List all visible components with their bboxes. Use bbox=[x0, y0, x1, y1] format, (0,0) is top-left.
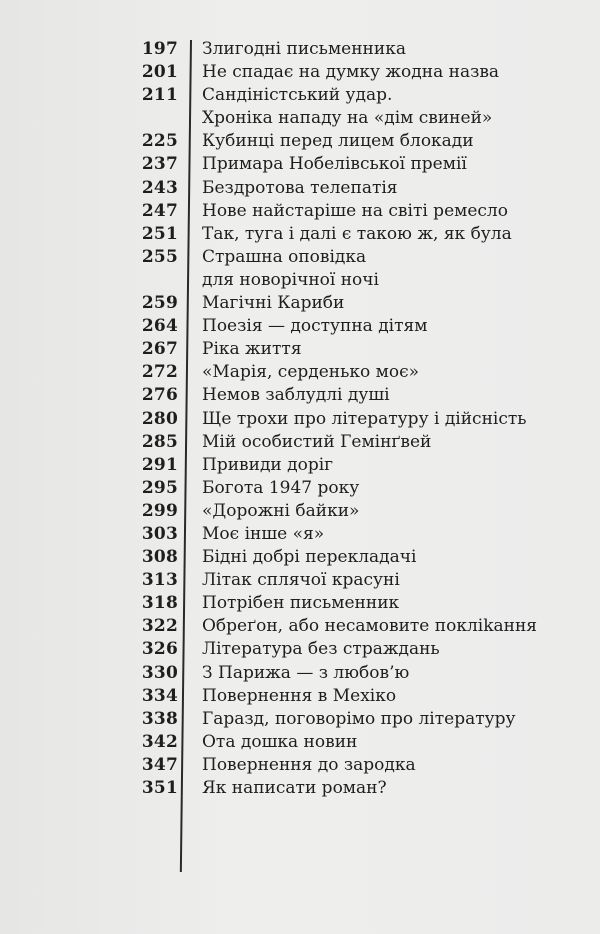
page-number: 291 bbox=[141, 454, 178, 475]
chapter-title: Повернення до зародка bbox=[202, 754, 416, 775]
page-number: 201 bbox=[141, 62, 178, 83]
toc-entry bbox=[110, 708, 550, 731]
page-number: 259 bbox=[141, 293, 178, 314]
page-number: 255 bbox=[141, 246, 178, 267]
toc-entry bbox=[110, 223, 550, 246]
toc-entry bbox=[110, 130, 550, 153]
page-number: 285 bbox=[141, 431, 178, 452]
toc-entry bbox=[110, 731, 550, 754]
toc-entry-continuation bbox=[110, 107, 550, 130]
page-number: 308 bbox=[141, 547, 178, 568]
toc-entry bbox=[110, 408, 550, 431]
chapter-title: Сандіністський удар. bbox=[202, 85, 393, 106]
page-number: 351 bbox=[141, 778, 178, 798]
toc-entry bbox=[110, 500, 550, 523]
page-number: 264 bbox=[141, 316, 178, 337]
page-number: 197 bbox=[141, 39, 178, 59]
toc-entry bbox=[110, 315, 550, 338]
chapter-title: Магічні Кариби bbox=[202, 293, 345, 314]
toc-entry bbox=[110, 200, 550, 223]
page-number: 326 bbox=[141, 639, 178, 660]
chapter-title: Ріка життя bbox=[202, 339, 302, 360]
toc-entry bbox=[110, 592, 550, 615]
page-number: 334 bbox=[141, 685, 178, 706]
toc-entry bbox=[110, 153, 550, 176]
page-number: 313 bbox=[141, 570, 178, 591]
toc-entry bbox=[110, 338, 550, 361]
page-number: 330 bbox=[141, 662, 178, 683]
toc-entry bbox=[110, 246, 550, 269]
page-number: 295 bbox=[141, 477, 178, 498]
page-number: 322 bbox=[141, 616, 178, 637]
page-number: 247 bbox=[141, 200, 178, 221]
toc-entry bbox=[110, 754, 550, 777]
toc-entry bbox=[110, 477, 550, 500]
chapter-title: для новорічної ночі bbox=[202, 269, 379, 290]
page-number: 347 bbox=[141, 754, 178, 775]
chapter-title: З Парижа — з любов’ю bbox=[202, 662, 410, 683]
chapter-title: Хроніка нападу на «дім свиней» bbox=[202, 108, 493, 129]
chapter-title: Богота 1947 року bbox=[202, 477, 360, 498]
toc-entry bbox=[110, 685, 550, 708]
toc-entry bbox=[110, 777, 550, 800]
toc-entry bbox=[110, 523, 550, 546]
page-number: 225 bbox=[141, 131, 178, 152]
chapter-title: Гаразд, поговорімо про літературу bbox=[202, 708, 516, 729]
page-number: 267 bbox=[141, 339, 178, 360]
toc-entry bbox=[110, 546, 550, 569]
chapter-title: Кубинці перед лицем блокади bbox=[202, 131, 474, 152]
page-number: 276 bbox=[141, 385, 178, 406]
toc-entry bbox=[110, 177, 550, 200]
toc-entry bbox=[110, 454, 550, 477]
table-of-contents bbox=[110, 38, 550, 800]
page-number: 318 bbox=[141, 593, 178, 614]
page-number: 243 bbox=[141, 177, 178, 198]
chapter-title: Ще трохи про літературу і дійсність bbox=[202, 408, 527, 429]
chapter-title: Страшна оповідка bbox=[202, 246, 367, 267]
chapter-title: Так, туга і далі є такою ж, як була bbox=[202, 223, 512, 244]
page-number: 237 bbox=[141, 154, 178, 175]
toc-entry bbox=[110, 431, 550, 454]
chapter-title: «Дорожні байки» bbox=[202, 500, 360, 521]
chapter-title: Обреґон, або несамовите поклikання bbox=[202, 616, 538, 637]
toc-entry bbox=[110, 615, 550, 638]
page-number: 342 bbox=[141, 731, 178, 752]
toc-entry bbox=[110, 38, 550, 61]
toc-entry bbox=[110, 638, 550, 661]
chapter-title: Повернення в Мехіко bbox=[202, 685, 397, 706]
chapter-title: Злигодні письменника bbox=[202, 39, 406, 59]
chapter-title: Поезія — доступна дітям bbox=[202, 316, 428, 337]
chapter-title: Немов заблудлі душі bbox=[202, 385, 390, 406]
toc-entry bbox=[110, 61, 550, 84]
chapter-title: Привиди доріг bbox=[202, 454, 334, 475]
chapter-title: Бідні добрі перекладачі bbox=[202, 547, 417, 568]
toc-entry bbox=[110, 662, 550, 685]
page-number: 211 bbox=[141, 85, 178, 106]
toc-entry-continuation bbox=[110, 269, 550, 292]
toc-entry bbox=[110, 361, 550, 384]
page-number: 303 bbox=[141, 523, 178, 544]
toc-entry bbox=[110, 84, 550, 107]
toc-entry bbox=[110, 569, 550, 592]
chapter-title: Літак сплячої красуні bbox=[202, 570, 400, 591]
chapter-title: Потрібен письменник bbox=[202, 593, 400, 614]
page-number: 272 bbox=[141, 362, 178, 383]
toc-entry bbox=[110, 384, 550, 407]
page-number: 338 bbox=[141, 708, 178, 729]
chapter-title: «Марія, серденько моє» bbox=[202, 362, 420, 383]
chapter-title: Примара Нобелівської премії bbox=[202, 154, 467, 175]
chapter-title: Ота дошка новин bbox=[202, 731, 358, 752]
page-number: 280 bbox=[141, 408, 178, 429]
chapter-title: Нове найстаріше на світі ремесло bbox=[202, 200, 508, 221]
chapter-title: Як написати роман? bbox=[202, 778, 387, 798]
chapter-title: Бездротова телепатія bbox=[202, 177, 398, 198]
chapter-title: Не спадає на думку жодна назва bbox=[202, 62, 500, 83]
page-number: 299 bbox=[141, 500, 178, 521]
toc-entry bbox=[110, 292, 550, 315]
chapter-title: Моє інше «я» bbox=[202, 523, 325, 544]
chapter-title: Мій особистий Гемінґвей bbox=[202, 431, 432, 452]
page-number: 251 bbox=[141, 223, 178, 244]
chapter-title: Література без страждань bbox=[202, 639, 440, 660]
